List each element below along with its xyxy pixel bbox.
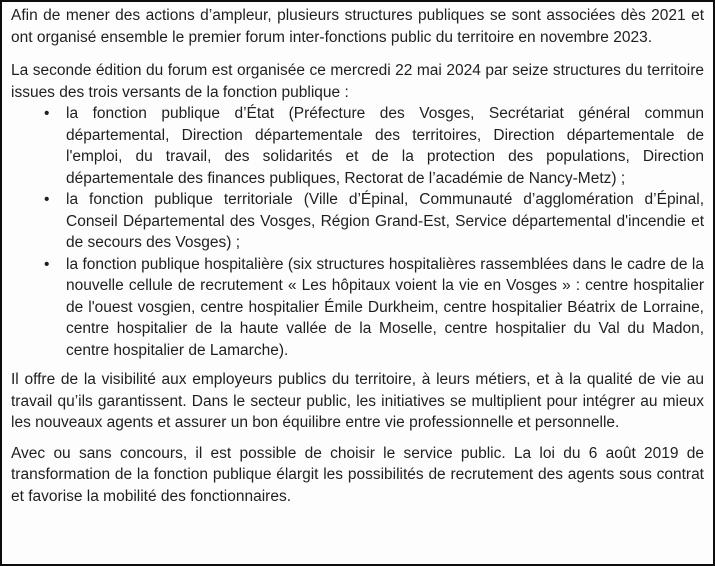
list-item-fonction-publique-territoriale [11, 189, 704, 254]
paragraph-loi-2019: Avec ou sans concours, il est possible de choisir le service public. La loi du 6 août 2019 de transformation de la fonction publique élargit les possibilités de recrutement des agents sous contrat et favorise la mobilité des fonctionnaires. [11, 444, 704, 505]
paragraph-second-edition-intro: La seconde édition du forum est organisée ce mercredi 22 mai 2024 par seize structures du territoire issues des trois versants de la fonction publique : [11, 62, 704, 101]
list-item-text: la fonction publique d’État (Préfecture des Vosges, Secrétariat général commun départemental, Direction départementale des territoires, Direction départementale de l'emploi, du travail, des solidarités et de la protection des populations, Direction départementale des finances publiques, Rectorat de l’académie de Nancy-Metz) ; [66, 105, 704, 187]
bullet-icon: • [44, 255, 50, 273]
list-item-fonction-publique-hospitaliere [11, 254, 704, 362]
list-item-text: la fonction publique territoriale (Ville d’Épinal, Communauté d’agglomération d’Épinal, Conseil Départemental des Vosges, Région Grand-Est, Service départemental d'incendie et de secours des Vosges) ; [66, 191, 704, 251]
list-item-text: la fonction publique hospitalière (six structures hospitalières rassemblées dans le cadre de la nouvelle cellule de recrutement « Les hôpitaux voient la vie en Vosges » : centre hospitalier de l'ouest vosgien, centre hospitalier Émile Durkheim, centre hospitalier Béatrix de Lorraine, centre hospitalier de la haute vallée de la Moselle, centre hospitalier du Val du Madon, centre hospitalier de Lamarche). [66, 255, 704, 359]
paragraph-visibilite-employeurs: Il offre de la visibilité aux employeurs publics du territoire, à leurs métiers, et à la qualité de vie au travail qu’ils garantissent. Dans le secteur public, les initiatives se multiplient pour intégrer au mieux les nouveaux agents et assurer un bon équilibre entre vie professionnelle et personnelle. [11, 371, 704, 431]
bullet-icon: • [44, 105, 50, 122]
paragraph-forum-origin: Afin de mener des actions d’ampleur, plusieurs structures publiques se sont associées dès 2021 et ont organisé ensemble le premier forum inter-fonctions public du territoire en novembre 2023. [11, 7, 704, 46]
list-item-fonction-publique-etat [11, 103, 704, 189]
fonction-publique-list [11, 103, 704, 361]
bullet-icon: • [44, 191, 50, 208]
